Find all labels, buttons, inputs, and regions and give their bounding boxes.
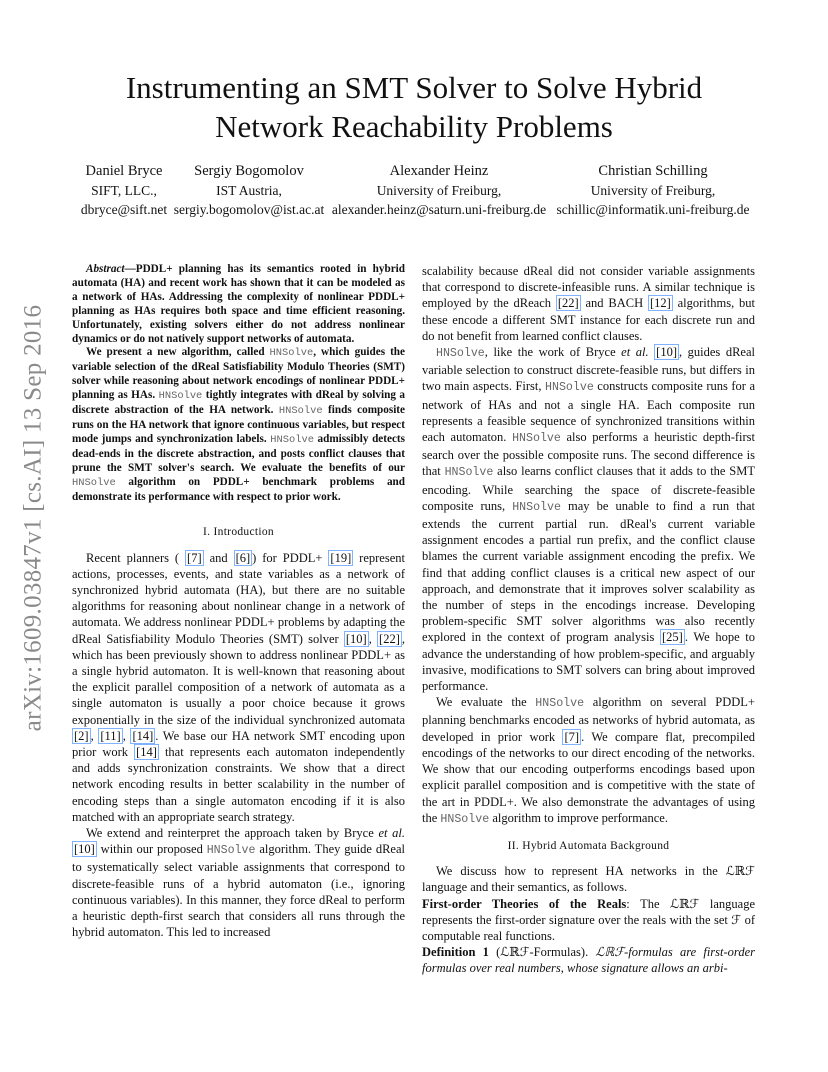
algorithm-name: HNSolve — [72, 476, 116, 489]
abstract-text: finds composite runs on the HA network that ignore continuous variables, but respect mode jumps and synchronization labels. — [72, 404, 405, 445]
body-text: ) for PDDL+ — [252, 550, 329, 565]
body-text: that represents each automaton independently and adds synchronization constraints. We show that a direct network encoding results in better scalability in the number of encoding steps than a single automaton encoding if it is also matched with an appropriate search strategy. — [72, 745, 405, 824]
abstract-label: Abstract — [86, 263, 125, 275]
citation-link[interactable]: [14] — [132, 728, 154, 743]
citation-link[interactable]: [19] — [330, 550, 352, 565]
body-text: et al. — [378, 826, 405, 841]
title-line-1: Instrumenting an SMT Solver to Solve Hybrid — [125, 70, 703, 105]
intro-paragraph-2 — [72, 825, 405, 940]
definition-title: (ℒℝℱ-Formulas). — [488, 945, 596, 960]
body-text: and BACH — [580, 296, 648, 311]
citation-link[interactable]: [10] — [74, 842, 95, 857]
body-text: , — [368, 631, 378, 646]
algorithm-name: HNSolve — [535, 697, 585, 711]
section-heading-introduction: I. Introduction — [203, 526, 274, 539]
author-email: alexander.heinz@saturn.uni-freiburg.de — [331, 202, 547, 217]
author-affiliation: SIFT, LLC., — [91, 183, 157, 198]
body-text: algorithm on several PDDL+ planning benchmarks encoded as networks of hybrid automata, as developed in prior work — [422, 695, 755, 744]
body-text: , — [122, 728, 131, 743]
body-text: , — [90, 728, 99, 743]
author-email: schillic@informatik.uni-freiburg.de — [556, 202, 750, 217]
abstract-text: PDDL+ planning has its semantics rooted in hybrid automata (HA) and recent work has shown that it can be modeled as a network of HAs. Addressing the complexity of nonlinear PDDL+ planning as HAs requires both space and time efficient reasoning. Unfortunately, existing solvers either do not address nonlinear dynamics or do not natively support networks of automata. — [72, 263, 405, 345]
body-text: We evaluate the — [436, 695, 536, 710]
author-block — [0, 162, 828, 222]
definition-label: Definition 1 — [422, 945, 489, 960]
background-paragraph-1: We discuss how to represent HA networks in the ℒℝℱ language and their semantics, as follows. — [422, 864, 755, 895]
citation-link[interactable]: [11] — [100, 728, 121, 743]
body-text: algorithm to improve performance. — [489, 810, 668, 825]
body-text: algorithms, but these encode a different SMT instance for each discrete run and do not benefit from learned conflict clauses. — [422, 296, 755, 343]
author-3 — [330, 162, 548, 219]
body-text: We extend and reinterpret the approach taken by Bryce — [86, 826, 379, 841]
body-text: also performs a heuristic depth-first search over the possible composite runs. The second difference is that — [422, 430, 755, 479]
citation-link[interactable]: [25] — [662, 630, 683, 645]
arxiv-side-stamp — [15, 265, 51, 770]
citation-link[interactable]: [7] — [564, 729, 580, 744]
right-column — [422, 263, 755, 977]
author-email: sergiy.bogomolov@ist.ac.at — [173, 202, 325, 217]
algorithm-name: HNSolve — [444, 466, 494, 480]
body-text: , which has been previously shown to address nonlinear PDDL+ as a single hybrid automaton. It is well-known that reasoning about the explicit parallel composition of a network of automata as a single automaton is usually a poor choice because it grows exponentially in the size of the individual synchronized automata — [72, 631, 405, 727]
body-text: . We base our HA network SMT encoding upon prior work — [72, 728, 405, 760]
body-text: represent actions, processes, events, and state variables as a network of synchronized hybrid automata (HA), but there are no suitable algorithms for reasoning about nonlinear change in a network of automata. We address nonlinear PDDL+ problems by adapting the dReal Satisfiability Modulo Theories (SMT) solver — [72, 550, 405, 646]
citation-link[interactable]: [2] — [74, 728, 89, 743]
author-affiliation: IST Austria, — [216, 183, 282, 198]
citation-link[interactable]: [10] — [345, 631, 367, 646]
paragraph-label: First-order Theories of the Reals — [422, 896, 627, 911]
abstract-text: admissibly detects dead-ends in the discrete abstraction, and posts conflict clauses that prune the SMT solver's search. We evaluate the benefits of our — [72, 432, 405, 474]
body-text: , like the work of Bryce — [484, 345, 622, 360]
body-text: : The ℒℝℱ language represents the first-order signature over the reals with the set ℱ of computable real functions. — [422, 896, 756, 943]
author-name: Daniel Bryce — [85, 163, 163, 179]
abstract-paragraph-1: Abstract—PDDL+ planning has its semantics rooted in hybrid automata (HA) and recent work has shown that it can be modeled as a network of HAs. Addressing the complexity of nonlinear PDDL+ planning as HAs requires both space and time efficient reasoning. Unfortunately, existing solvers either do not address nonlinear dynamics or do not natively support networks of automata. — [72, 263, 405, 345]
algorithm-name: HNSolve — [269, 347, 314, 360]
body-text: et al. — [621, 345, 649, 360]
algorithm-name: HNSolve — [440, 812, 490, 826]
algorithm-name: HNSolve — [270, 433, 314, 446]
author-name: Sergiy Bogomolov — [194, 163, 304, 179]
abstract-text: We present a new algorithm, called — [86, 346, 270, 359]
body-text: . We hope to advance the understanding of how problem-specific, and arguably invasive, modifications to SMT solvers can bring about improved performance. — [422, 630, 755, 694]
definition-text: ℒℝℱ-formulas are first-order formulas over real numbers, whose signature allows an arbi- — [422, 945, 755, 976]
algorithm-name: HNSolve — [545, 381, 594, 395]
section-heading-hybrid-automata: II. Hybrid Automata Background — [507, 839, 670, 852]
definition-1 — [422, 944, 755, 976]
citation-link[interactable]: [22] — [379, 631, 400, 646]
algorithm-name: HNSolve — [512, 432, 561, 446]
algorithm-name: HNSolve — [158, 390, 203, 403]
body-text: also learns conflict clauses that it adds to the SMT encoding. While searching the space of discrete-feasible composite runs, — [422, 464, 755, 513]
intro-paragraph-2-continued — [422, 263, 755, 344]
body-text: and — [203, 550, 234, 565]
intro-paragraph-3 — [422, 344, 755, 694]
title-line-2: Network Reachability Problems — [215, 109, 613, 144]
algorithm-name: HNSolve — [436, 347, 485, 361]
citation-link[interactable]: [10] — [656, 345, 677, 360]
body-text: may be unable to find a run that extends the current partial run. dReal's current variable assignment encodes a partial run prefix, and the conflict clause blames the current variable assignment encoding the prefix. We find that adding conflict clauses is a critical new aspect of our approach, and demonstrate that it improves solver scalability as the number of steps in the encodings increase. Developing problem-specific SMT solver algorithms was also recently explored in the context of program analysis — [422, 498, 755, 645]
citation-link[interactable]: [22] — [557, 296, 579, 311]
author-2 — [172, 162, 326, 219]
body-text: algorithm. They guide dReal to systematically select variable assignments that correspond to discrete-feasible runs of a hybrid automaton (i.e., ignoring continuous variables). In this manner, they force dReal to perform a heuristic depth-first search that considers all runs through the hybrid automaton. This led to increased — [72, 842, 405, 940]
body-text: Recent planners ( — [86, 550, 186, 565]
abstract-text: , which guides the variable selection of the dReal Satisfiability Modulo Theories (SMT) solver while reasoning about network encodings of nonlinear PDDL+ planning as HAs. — [72, 346, 405, 402]
citation-link[interactable]: [6] — [235, 550, 251, 565]
citation-link[interactable]: [14] — [136, 745, 157, 760]
intro-paragraph-4 — [422, 694, 755, 828]
body-text: constructs composite runs for a network of HAs and not a single HA. Each composite run represents a feasible sequence of synchronized transitions within each automaton. — [422, 379, 756, 445]
background-paragraph-2 — [422, 896, 755, 945]
arxiv-identifier: arXiv:1609.03847v1 [cs.AI] 13 Sep 2016 — [19, 304, 46, 731]
body-text: within our proposed — [96, 842, 207, 857]
abstract-text: tightly integrates with dReal by solving a discrete abstraction of the HA network. — [72, 389, 405, 417]
author-name: Christian Schilling — [598, 163, 708, 179]
author-4 — [555, 162, 751, 219]
algorithm-name: HNSolve — [206, 844, 256, 858]
algorithm-name: HNSolve — [278, 405, 323, 418]
author-affiliation: University of Freiburg, — [590, 183, 716, 198]
author-1 — [72, 162, 176, 219]
paper-title — [60, 68, 768, 146]
citation-link[interactable]: [7] — [187, 550, 202, 565]
citation-link[interactable]: [12] — [649, 296, 671, 311]
author-email: dbryce@sift.net — [80, 202, 168, 217]
body-text: . We compare flat, precompiled encodings of the networks to our direct encoding of the networks. We show that our encoding outperforms encodings based upon explicit parallel composition and is competitive with the state of the art in PDDL+. We also demonstrate the advantages of using the — [422, 729, 755, 825]
intro-paragraph-1 — [72, 550, 405, 825]
body-text: scalability because dReal did not consider variable assignments that correspond to discrete-infeasible runs. A similar technique is employed by the dReach — [422, 264, 755, 311]
abstract-text: algorithm on PDDL+ benchmark problems and demonstrate its performance with respect to prior work. — [72, 475, 405, 503]
algorithm-name: HNSolve — [512, 500, 561, 514]
abstract-paragraph-2 — [72, 346, 405, 504]
left-column — [72, 263, 405, 940]
body-text: , guides dReal variable selection to construct discrete-feasible runs, but differs in two main aspects. First, — [422, 345, 756, 394]
author-affiliation: University of Freiburg, — [376, 183, 502, 198]
author-name: Alexander Heinz — [389, 163, 489, 179]
